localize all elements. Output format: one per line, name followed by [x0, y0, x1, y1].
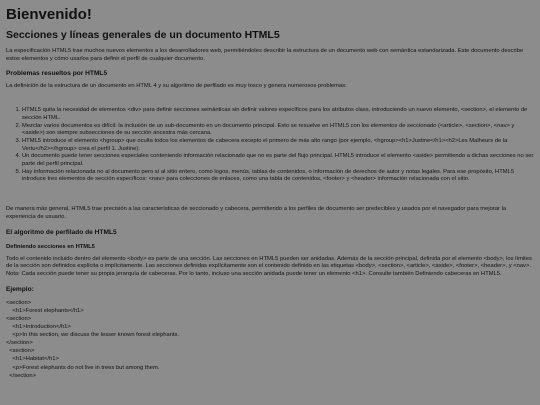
problems-intro: La definición de la estructura de un documento en HTML 4 y su algoritmo de perfilado es muy tosco y genera numerosos problemas: — [6, 83, 347, 90]
code-line: <section> — [6, 299, 32, 306]
intro-paragraph: La especificación HTML5 trae muchos nuevos elementos a los desarrolladores web, permitiéndoles describir la estructura de un documento web con semántica estandarizada. Este documento describe estos elementos y cómo usarlos para definir el perfil de cualquier documento. — [6, 48, 524, 62]
list-item: 5. Hay información relacionada no al documento pero sí al sitio entero, como logos, menús, tablas de contenidos, o información de derechos de autor y notas legales. Para ese propósito, HTML5 introduce tres elementos de sección específicos: <nav> para colecciones de enlaces, como una tabla de contenidos, <footer> y <header> información relacionada con el sitio. — [22, 169, 534, 184]
list-item: 1. HTML5 quita la necesidad de elementos <div> para definir secciones semánticas sin definir valores específicos para los atributos class, introduciendo un nuevo elemento, <section>, el elemento de sección HTML. — [22, 107, 534, 122]
list-item: 3. HTML5 introduce el elemento <hgroup> que oculta todos los elementos de cabecera excepto el primero de más alto rango (por ejemplo, <hgroup><h1>Justine</h1><h2>Les Malheurs de la Vertu</h2></hgroup> crea el perfil 1. Justine). — [22, 138, 534, 153]
list-item: 2. Mezclar varios documentos es difícil: la inclusión de un sub-documento en un documento principal. Esto se resuelve en HTML5 con los elementos de seccionado (<article>, <section>, <nav> y <aside>) son siempre subsecciones de su sección ancestra más cercana. — [22, 123, 534, 138]
code-line: <section> — [6, 315, 32, 322]
sections-paragraph: Todo el contenido incluido dentro del elemento <body> es parte de una sección. Las secciones en HTML5 pueden ser anidadas. Además de la sección principal, definida por el elemento <body>, los límites de la sección son definidos explícita o implícitamente. Las secciones definidas explícitamente son el contenido definido en las etiquetas <body>, <section>, <article>, <aside>, <footer>, <header>, y <nav>. Nota: Cada sección puede tener su propia jerarquía de cabeceras. Por lo tanto, incluso una sección anidada puede tener un elemento <h1>. Consulte también Definiendo cabeceras en HTML5. — [6, 255, 532, 277]
page-title: Bienvenido! — [6, 6, 92, 23]
summary-paragraph: De manera más general, HTML5 trae precisión a las características de seccionado y cabecera, permitiendo a los perfiles de documento ser predecibles y usados por el navegador para mejorar la experiencia de usuario. — [6, 206, 507, 220]
code-line: </section> — [6, 340, 33, 347]
algorithm-heading: El algoritmo de perfilado de HTML5 — [6, 228, 117, 236]
spacer — [6, 97, 534, 101]
spacer — [6, 190, 534, 206]
code-line: <section> — [6, 348, 35, 355]
list-item: 4. Un documento puede tener secciones especiales conteniendo información relacionado que no es parte del flujo principal. HTML5 introduce el elemento <aside> permitiendo a dichas secciones no ser parte del perfil principal. — [22, 153, 534, 168]
code-line: <p>Forest elephants do not live in trees but among them. — [6, 364, 160, 371]
code-line: <h1>Introduction</h1> — [6, 323, 71, 330]
code-line: <p>In this section, we discuss the lesser known forest elephants. — [6, 332, 180, 339]
problems-list — [6, 107, 534, 184]
code-line: <h1>Forest elephants</h1> — [6, 307, 84, 314]
problems-heading: Problemas resueltos por HTML5 — [6, 70, 108, 78]
code-example — [6, 299, 534, 380]
page-subtitle: Secciones y líneas generales de un documento HTML5 — [6, 29, 280, 41]
sections-heading: Definiendo secciones en HTML5 — [6, 243, 95, 250]
example-heading: Ejemplo: — [6, 285, 34, 293]
code-line: </section> — [6, 372, 36, 379]
code-line: <h1>Habitat</h1> — [6, 356, 59, 363]
